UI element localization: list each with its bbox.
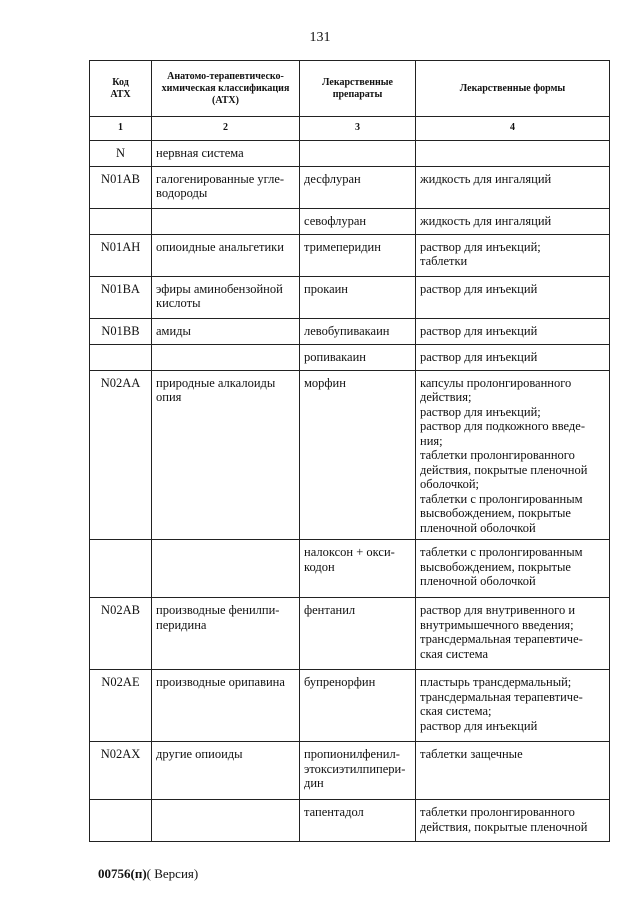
cell-text-line: прокаин [304, 281, 349, 296]
page-number: 131 [309, 30, 331, 45]
dosage-forms-cell [416, 670, 610, 742]
table-row [90, 318, 610, 344]
drug-name-cell [300, 318, 416, 344]
cell-text-line: производные фенилпи- [156, 603, 280, 617]
atx-class-cell [152, 598, 300, 670]
table-row [90, 742, 610, 800]
table-row [90, 670, 610, 742]
atx-class-cell [152, 276, 300, 318]
table-row [90, 598, 610, 670]
table-row [90, 234, 610, 276]
drug-name-cell [300, 370, 416, 540]
header-drugs [300, 61, 416, 117]
atx-code-cell: N02AE [90, 670, 152, 742]
table-body [90, 140, 610, 842]
atx-class-cell [152, 208, 300, 234]
cell-text-line: Код [112, 76, 129, 88]
drug-name-cell [300, 276, 416, 318]
atx-class-cell [152, 166, 300, 208]
table-header-row [90, 61, 610, 117]
atx-code-cell: N02AX [90, 742, 152, 800]
atx-code-cell: N02AA [90, 370, 152, 540]
cell-text-line: пропионилфенил- [304, 747, 400, 761]
dosage-forms-cell [416, 166, 610, 208]
cell-text-line: ская система [420, 646, 489, 661]
cell-text-line: таблетки с пролонгированным [420, 491, 583, 506]
table-row [90, 140, 610, 166]
atx-code-cell: N [90, 140, 152, 166]
atx-code-cell [90, 208, 152, 234]
table-row [90, 208, 610, 234]
cell-text-line: жидкость для ингаляций [420, 213, 552, 228]
cell-text-line: Лекарственные формы [459, 82, 566, 94]
atx-class-cell [152, 742, 300, 800]
cell-text-line: препараты [332, 88, 383, 100]
cell-text-line: таблетки пролонгированного [420, 805, 575, 819]
atx-code-cell [90, 540, 152, 598]
dosage-forms-cell [416, 742, 610, 800]
atx-class-cell [152, 800, 300, 842]
header-atx-classification [152, 61, 300, 117]
cell-text-line: химическая классификация [161, 82, 290, 94]
cell-text-line: действия, покрытые пленочной [420, 819, 588, 834]
cell-text-line: производные орипавина [156, 675, 285, 689]
table-row [90, 344, 610, 370]
cell-text-line: перидина [156, 617, 207, 632]
dosage-forms-cell [416, 540, 610, 598]
table-row [90, 166, 610, 208]
drug-name-cell [300, 800, 416, 842]
cell-text-line: природные алкалоиды [156, 375, 276, 390]
cell-text-line: налоксон + окси- [304, 545, 395, 559]
cell-text-line: севофлуран [304, 213, 367, 228]
cell-text-line: раствор для инъекций [420, 349, 538, 364]
atx-class-cell [152, 670, 300, 742]
table-row [90, 540, 610, 598]
cell-text-line: действия; [420, 390, 472, 404]
cell-text-line: пленочной оболочкой [420, 574, 536, 588]
drug-name-cell [300, 208, 416, 234]
cell-text-line: раствор для инъекций [420, 323, 538, 338]
table-row [90, 370, 610, 540]
drug-name-cell [300, 670, 416, 742]
cell-text-line: тапентадол [304, 805, 364, 819]
cell-text-line: кодон [304, 559, 335, 574]
cell-text-line: действия, покрытые пленочной [420, 462, 588, 477]
cell-text-line: опия [156, 390, 182, 404]
atx-code-cell [90, 800, 152, 842]
drug-name-cell [300, 234, 416, 276]
column-number: 4 [416, 117, 610, 141]
cell-text-line: раствор для подкожного введе- [420, 419, 585, 433]
cell-text-line: таблетки [420, 254, 468, 268]
cell-text-line: высвобождением, покрытые [420, 506, 571, 520]
cell-text-line: бупренорфин [304, 675, 376, 689]
cell-text-line: АТХ [110, 88, 131, 100]
column-number-row [90, 117, 610, 141]
cell-text-line: таблетки с пролонгированным [420, 545, 583, 559]
cell-text-line: десфлуран [304, 171, 361, 186]
cell-text-line: оболочкой; [420, 477, 479, 491]
cell-text-line: другие опиоиды [156, 747, 243, 761]
dosage-forms-cell [416, 598, 610, 670]
cell-text-line: внутримышечного введения; [420, 617, 574, 632]
atx-code-cell: N02AB [90, 598, 152, 670]
drug-name-cell [300, 140, 416, 166]
cell-text-line: пластырь трансдермальный; [420, 675, 572, 689]
cell-text-line: дин [304, 776, 324, 790]
dosage-forms-cell [416, 208, 610, 234]
document-version: ( Версия) [146, 866, 199, 881]
atx-class-cell [152, 318, 300, 344]
cell-text-line: эфиры аминобензойной [156, 281, 283, 296]
cell-text-line: жидкость для ингаляций [420, 171, 552, 186]
header-dosage-forms [416, 61, 610, 117]
atx-class-cell [152, 140, 300, 166]
cell-text-line: амиды [156, 323, 191, 338]
cell-text-line: морфин [304, 375, 346, 390]
dosage-forms-cell [416, 370, 610, 540]
atx-code-cell [90, 344, 152, 370]
atx-code-cell: N01BA [90, 276, 152, 318]
dosage-forms-cell [416, 234, 610, 276]
dosage-forms-cell [416, 344, 610, 370]
cell-text-line: Лекарственные [322, 76, 393, 88]
cell-text-line: капсулы пролонгированного [420, 375, 572, 390]
document-id: 00756(п) [98, 866, 147, 881]
dosage-forms-cell [416, 276, 610, 318]
cell-text-line: таблетки пролонгированного [420, 448, 575, 462]
drug-name-cell [300, 540, 416, 598]
cell-text-line: раствор для инъекций; [420, 239, 541, 254]
drug-name-cell [300, 598, 416, 670]
footer [98, 866, 198, 882]
cell-text-line: таблетки защечные [420, 747, 523, 761]
cell-text-line: левобупивакаин [304, 323, 390, 338]
atx-class-cell [152, 540, 300, 598]
cell-text-line: ская система; [420, 704, 492, 718]
cell-text-line: (АТХ) [212, 94, 239, 106]
atx-class-cell [152, 370, 300, 540]
drug-name-cell [300, 742, 416, 800]
cell-text-line: высвобождением, покрытые [420, 559, 571, 574]
cell-text-line: раствор для внутривенного и [420, 603, 576, 617]
atx-class-cell [152, 344, 300, 370]
column-number: 3 [300, 117, 416, 141]
atx-class-cell [152, 234, 300, 276]
atx-code-cell: N01AH [90, 234, 152, 276]
cell-text-line: водороды [156, 186, 208, 200]
cell-text-line: кислоты [156, 296, 201, 310]
cell-text-line: ропивакаин [304, 349, 366, 364]
cell-text-line: раствор для инъекций [420, 718, 538, 733]
cell-text-line: галогенированные угле- [156, 171, 285, 186]
cell-text-line: этоксиэтилпипери- [304, 761, 406, 776]
table-row [90, 800, 610, 842]
cell-text-line: трансдермальная терапевтиче- [420, 689, 583, 704]
dosage-forms-cell [416, 318, 610, 344]
cell-text-line: трансдермальная терапевтиче- [420, 632, 583, 646]
header-atx-code [90, 61, 152, 117]
cell-text-line: пленочной оболочкой [420, 520, 536, 535]
cell-text-line: опиоидные анальгетики [156, 239, 284, 254]
table-row [90, 276, 610, 318]
cell-text-line: Анатомо-терапевтическо- [167, 70, 284, 82]
atx-drug-table [89, 60, 610, 842]
column-number: 2 [152, 117, 300, 141]
column-number: 1 [90, 117, 152, 141]
drug-name-cell [300, 344, 416, 370]
cell-text-line: тримеперидин [304, 239, 381, 254]
dosage-forms-cell [416, 800, 610, 842]
drug-name-cell [300, 166, 416, 208]
cell-text-line: нервная система [156, 145, 244, 160]
atx-code-cell: N01AB [90, 166, 152, 208]
cell-text-line: фентанил [304, 603, 356, 617]
atx-code-cell: N01BB [90, 318, 152, 344]
cell-text-line: ния; [420, 433, 443, 448]
dosage-forms-cell [416, 140, 610, 166]
cell-text-line: раствор для инъекций; [420, 404, 541, 419]
cell-text-line: раствор для инъекций [420, 281, 538, 296]
